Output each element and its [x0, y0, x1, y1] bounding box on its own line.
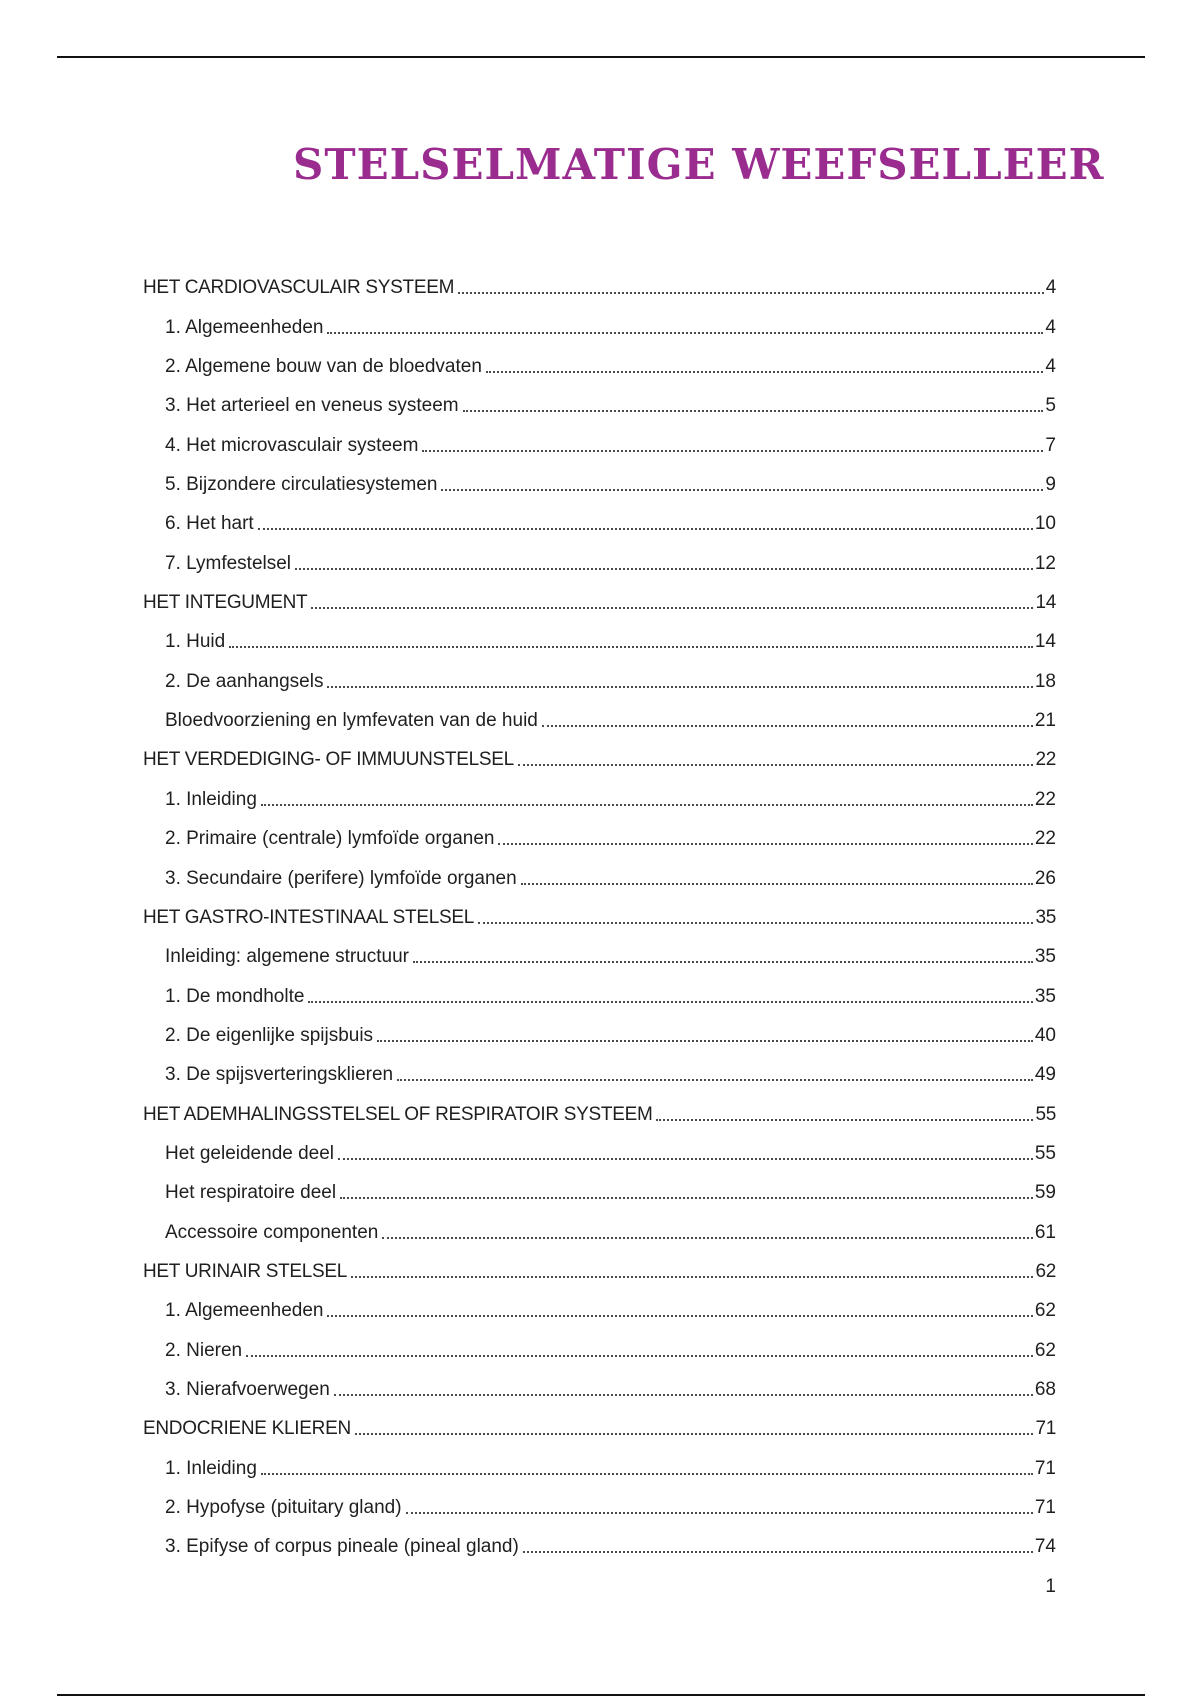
toc-dot-leader [351, 1276, 1033, 1278]
toc-dot-leader [327, 332, 1043, 334]
toc-entry-page: 22 [1034, 828, 1056, 850]
toc-entry-label: HET CARDIOVASCULAIR SYSTEEM [143, 277, 455, 299]
toc-section[interactable] [143, 378, 1056, 417]
document-title: STELSELMATIGE WEEFSELLEER [293, 140, 1105, 189]
toc-section[interactable] [143, 1008, 1056, 1047]
toc-entry-label: 6. Het hart [165, 513, 254, 535]
toc-section[interactable] [143, 850, 1056, 889]
toc-entry-label: 1. Inleiding [165, 1457, 257, 1479]
toc-entry-page: 59 [1034, 1182, 1056, 1204]
toc-section[interactable] [143, 1204, 1056, 1243]
toc-entry-label: 1. Algemeenheden [165, 1300, 324, 1322]
toc-entry-page: 55 [1034, 1142, 1056, 1164]
toc-dot-leader [246, 1355, 1033, 1357]
toc-entry-label: Accessoire componenten [165, 1221, 379, 1243]
toc-entry-label: 3. Epifyse of corpus pineale (pineal gland) [165, 1536, 519, 1558]
toc-dot-leader [340, 1197, 1033, 1199]
toc-entry-label: Het geleidende deel [165, 1142, 335, 1164]
toc-dot-leader [521, 883, 1033, 885]
toc-entry-label: Het respiratoire deel [165, 1182, 337, 1204]
toc-entry-label: 3. De spijsverteringsklieren [165, 1064, 394, 1086]
toc-entry-page: 62 [1034, 1339, 1056, 1361]
toc-chapter[interactable] [143, 732, 1056, 771]
header-rule [57, 56, 1145, 58]
toc-entry-page: 21 [1034, 710, 1056, 732]
toc-entry-page: 74 [1034, 1536, 1056, 1558]
toc-section[interactable] [143, 614, 1056, 653]
toc-entry-label: 4. Het microvasculair systeem [165, 434, 419, 456]
toc-entry-label: HET VERDEDIGING- OF IMMUUNSTELSEL [143, 749, 514, 771]
toc-dot-leader [258, 528, 1033, 530]
toc-entry-page: 61 [1034, 1221, 1056, 1243]
toc-section[interactable] [143, 1519, 1056, 1558]
toc-dot-leader [295, 568, 1033, 570]
toc-entry-page: 62 [1035, 1260, 1056, 1282]
toc-dot-leader [338, 1158, 1033, 1160]
toc-chapter[interactable] [143, 1086, 1056, 1125]
toc-dot-leader [422, 450, 1043, 452]
toc-entry-page: 26 [1034, 867, 1056, 889]
toc-dot-leader [441, 489, 1043, 491]
toc-entry-page: 35 [1034, 985, 1056, 1007]
toc-section[interactable] [143, 811, 1056, 850]
toc-entry-page: 12 [1034, 552, 1056, 574]
toc-entry-label: Bloedvoorziening en lymfevaten van de huid [165, 710, 538, 732]
footer-rule [57, 1694, 1145, 1696]
toc-entry-label: HET INTEGUMENT [143, 592, 308, 614]
toc-dot-leader [377, 1040, 1033, 1042]
toc-entry-page: 14 [1034, 631, 1056, 653]
toc-dot-leader [406, 1512, 1033, 1514]
toc-entry-page: 62 [1034, 1300, 1056, 1322]
toc-entry-label: 1. Inleiding [165, 788, 257, 810]
toc-dot-leader [413, 961, 1033, 963]
toc-section[interactable] [143, 496, 1056, 535]
toc-entry-page: 55 [1035, 1103, 1056, 1125]
toc-entry-label: 2. Nieren [165, 1339, 243, 1361]
toc-chapter[interactable] [143, 575, 1056, 614]
toc-entry-label: 2. Algemene bouw van de bloedvaten [165, 356, 482, 378]
toc-dot-leader [334, 1394, 1033, 1396]
toc-entry-label: HET ADEMHALINGSSTELSEL OF RESPIRATOIR SYSTEEM [143, 1103, 653, 1125]
toc-section[interactable] [143, 417, 1056, 456]
toc-dot-leader [327, 686, 1032, 688]
toc-dot-leader [327, 1315, 1032, 1317]
toc-dot-leader [542, 725, 1033, 727]
toc-section[interactable] [143, 1165, 1056, 1204]
toc-dot-leader [498, 843, 1032, 845]
toc-entry-page: 7 [1045, 434, 1056, 456]
toc-entry-label: 1. Algemeenheden [165, 316, 324, 338]
toc-section[interactable] [143, 1362, 1056, 1401]
toc-section[interactable] [143, 1322, 1056, 1361]
toc-section[interactable] [143, 929, 1056, 968]
toc-section[interactable] [143, 535, 1056, 574]
toc-entry-page: 4 [1045, 316, 1056, 338]
toc-section[interactable] [143, 1126, 1056, 1165]
toc-entry-page: 4 [1045, 277, 1056, 299]
toc-entry-label: 5. Bijzondere circulatiesystemen [165, 474, 438, 496]
toc-entry-label: 3. Het arterieel en veneus systeem [165, 395, 459, 417]
toc-dot-leader [397, 1079, 1033, 1081]
toc-entry-label: 2. Hypofyse (pituitary gland) [165, 1497, 402, 1518]
toc-section[interactable] [143, 1283, 1056, 1322]
toc-dot-leader [311, 607, 1033, 609]
toc-entry-page: 71 [1035, 1418, 1056, 1440]
toc-entry-page: 22 [1034, 788, 1056, 810]
toc-section[interactable] [143, 1480, 1056, 1519]
toc-entry-label: 1. Huid [165, 631, 226, 653]
toc-dot-leader [478, 922, 1033, 924]
toc-chapter[interactable] [143, 260, 1056, 299]
table-of-contents [143, 260, 1056, 1558]
toc-entry-page: 4 [1045, 356, 1056, 378]
toc-entry-label: 3. Nierafvoerwegen [165, 1378, 330, 1400]
toc-entry-page: 18 [1034, 670, 1056, 692]
toc-dot-leader [458, 292, 1044, 294]
toc-section[interactable] [143, 968, 1056, 1007]
toc-chapter[interactable] [143, 1401, 1056, 1440]
toc-entry-page: 40 [1034, 1024, 1056, 1046]
toc-dot-leader [518, 764, 1034, 766]
toc-section[interactable] [143, 693, 1056, 732]
toc-section[interactable] [143, 771, 1056, 810]
toc-section[interactable] [143, 457, 1056, 496]
toc-dot-leader [486, 371, 1044, 373]
toc-dot-leader [308, 1001, 1032, 1003]
toc-entry-label: HET GASTRO-INTESTINAAL STELSEL [143, 906, 474, 928]
toc-dot-leader [656, 1119, 1033, 1121]
toc-entry-page: 71 [1034, 1497, 1056, 1518]
toc-entry-page: 22 [1035, 749, 1056, 771]
toc-entry-page: 35 [1035, 906, 1056, 928]
toc-dot-leader [261, 1473, 1033, 1475]
toc-entry-page: 35 [1034, 946, 1056, 968]
toc-dot-leader [229, 646, 1033, 648]
toc-dot-leader [382, 1237, 1033, 1239]
toc-entry-page: 5 [1045, 395, 1056, 417]
toc-entry-page: 68 [1034, 1378, 1056, 1400]
toc-entry-label: 2. De aanhangsels [165, 670, 324, 692]
toc-entry-label: 1. De mondholte [165, 985, 305, 1007]
toc-dot-leader [523, 1551, 1033, 1553]
toc-chapter[interactable] [143, 890, 1056, 929]
toc-entry-page: 49 [1034, 1064, 1056, 1086]
toc-entry-label: 3. Secundaire (perifere) lymfoïde organen [165, 867, 517, 889]
toc-section[interactable] [143, 339, 1056, 378]
toc-dot-leader [355, 1433, 1034, 1435]
toc-dot-leader [261, 804, 1033, 806]
toc-entry-page: 71 [1034, 1457, 1056, 1479]
toc-section[interactable] [143, 1440, 1056, 1479]
toc-section[interactable] [143, 299, 1056, 338]
page-number: 1 [1045, 1576, 1056, 1597]
toc-entry-label: 7. Lymfestelsel [165, 552, 292, 574]
toc-entry-label: 2. De eigenlijke spijsbuis [165, 1024, 374, 1046]
toc-entry-page: 14 [1035, 592, 1056, 614]
toc-entry-label: HET URINAIR STELSEL [143, 1260, 348, 1282]
toc-section[interactable] [143, 1047, 1056, 1086]
toc-entry-label: Inleiding: algemene structuur [165, 946, 409, 968]
toc-chapter[interactable] [143, 1244, 1056, 1283]
toc-dot-leader [463, 410, 1044, 412]
toc-entry-label: ENDOCRIENE KLIEREN [143, 1418, 351, 1440]
toc-section[interactable] [143, 653, 1056, 692]
toc-entry-page: 9 [1045, 474, 1056, 496]
toc-entry-page: 10 [1034, 513, 1056, 535]
toc-entry-label: 2. Primaire (centrale) lymfoïde organen [165, 828, 495, 850]
